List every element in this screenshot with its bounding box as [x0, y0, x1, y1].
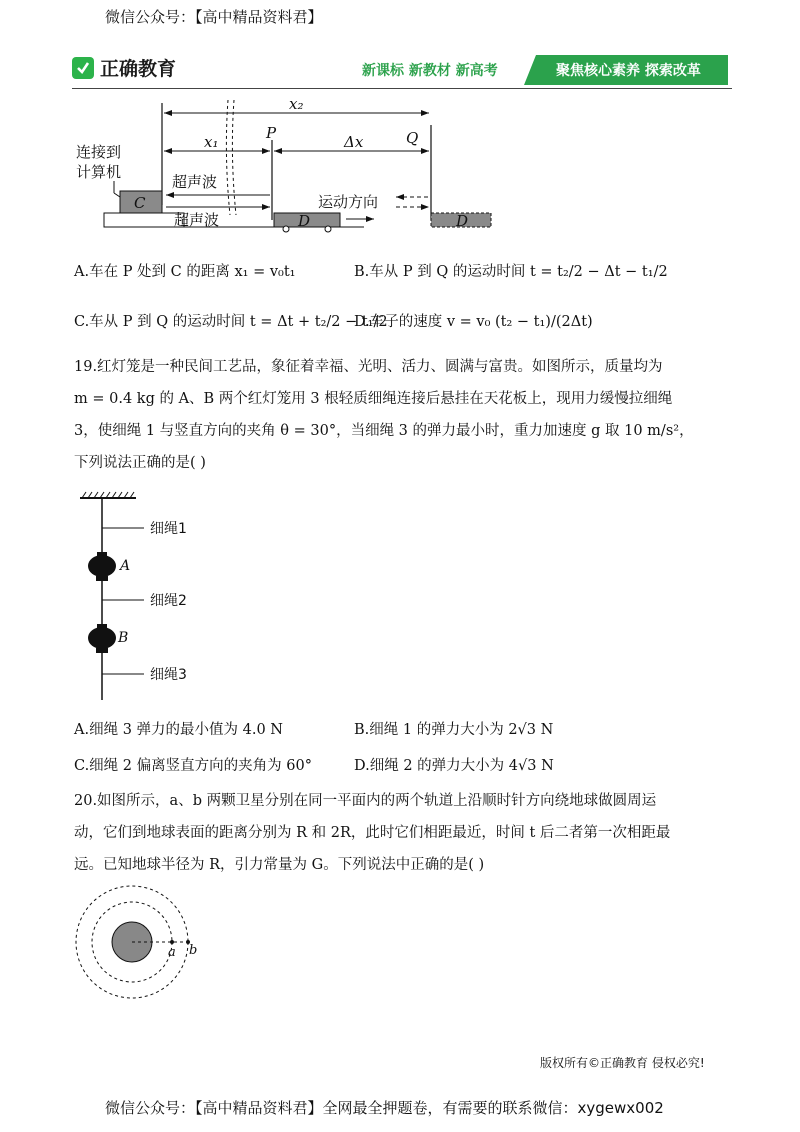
label-lantern-a: A [120, 558, 131, 574]
logo-text: 正确教育 [100, 58, 177, 80]
q19-option-d: D.细绳 2 的弹力大小为 4√3 N [354, 758, 554, 774]
q19-option-c: C.细绳 2 偏离竖直方向的夹角为 60° [74, 758, 312, 774]
label-rope3: 细绳3 [150, 667, 187, 683]
label-connect1: 连接到 [76, 143, 122, 161]
label-Q: Q [406, 129, 419, 147]
label-sat-a: a [168, 945, 176, 960]
label-rope2: 细绳2 [150, 593, 187, 609]
logo [72, 54, 176, 81]
q19-line4: 下列说法正确的是( ) [74, 455, 206, 471]
q18-option-d: D.车子的速度 v = v₀ (t₂ − t₁)/(2Δt) [354, 314, 593, 330]
q19-option-a: A.细绳 3 弹力的最小值为 4.0 N [74, 722, 283, 738]
header-divider [72, 88, 732, 89]
q18-option-b: B.车从 P 到 Q 的运动时间 t = t₂/2 − Δt − t₁/2 [354, 264, 668, 280]
label-wave2: 超声波 [174, 211, 220, 229]
label-P: P [266, 124, 277, 142]
copyright: 版权所有©正确教育 侵权必究! [540, 1056, 705, 1070]
q20-line2: 动，它们到地球表面的距离分别为 R 和 2R，此时它们相距最近，时间 t 后二者第一次相距最 [74, 825, 671, 841]
label-sat-b: b [189, 943, 198, 958]
check-icon [72, 57, 94, 79]
label-rope1: 细绳1 [150, 521, 187, 537]
label-x2: x₂ [289, 95, 304, 113]
banner-text: 聚焦核心素养 探索改革 [556, 63, 701, 79]
q19-line3: 3，使细绳 1 与竖直方向的夹角 θ = 30°，当细绳 3 的弹力最小时，重力加速度 g 取 10 m/s²， [74, 423, 694, 439]
label-connect2: 计算机 [76, 163, 122, 181]
top-watermark: 微信公众号：【高中精品资料君】 [105, 8, 323, 26]
q18-option-a: A.车在 P 处到 C 的距离 x₁ = v₀t₁ [74, 264, 296, 280]
q20-figure [74, 880, 214, 1010]
bottom-watermark: 微信公众号：【高中精品资料君】全网最全押题卷，有需要的联系微信：xygewx002 [105, 1099, 664, 1117]
q19-figure [74, 490, 234, 705]
q19-option-b: B.细绳 1 的弹力大小为 2√3 N [354, 722, 554, 738]
label-D2: D [456, 212, 469, 230]
label-lantern-b: B [118, 630, 129, 646]
q20-line1: 20.如图所示，a、b 两颗卫星分别在同一平面内的两个轨道上沿顺时针方向绕地球做圆周运 [74, 793, 657, 809]
label-x1: x₁ [204, 133, 219, 151]
q18-figure [74, 95, 504, 245]
q19-line2: m = 0.4 kg 的 A、B 两个红灯笼用 3 根轻质细绳连接后悬挂在天花板上，现用力缓慢拉细绳 [74, 391, 673, 407]
label-C: C [134, 194, 146, 212]
label-wave1: 超声波 [172, 173, 218, 191]
tagline: 新课标 新教材 新高考 [362, 63, 498, 79]
q20-line3: 远。已知地球半径为 R，引力常量为 G。下列说法中正确的是( ) [74, 857, 485, 873]
label-dir: 运动方向 [318, 193, 379, 211]
q19-line1: 19.红灯笼是一种民间工艺品，象征着幸福、光明、活力、圆满与富贵。如图所示，质量均为 [74, 359, 663, 375]
label-dx: Δx [344, 133, 364, 151]
label-D: D [298, 212, 311, 230]
q18-option-c: C.车从 P 到 Q 的运动时间 t = Δt + t₂/2 − t₁/2 [74, 314, 388, 330]
